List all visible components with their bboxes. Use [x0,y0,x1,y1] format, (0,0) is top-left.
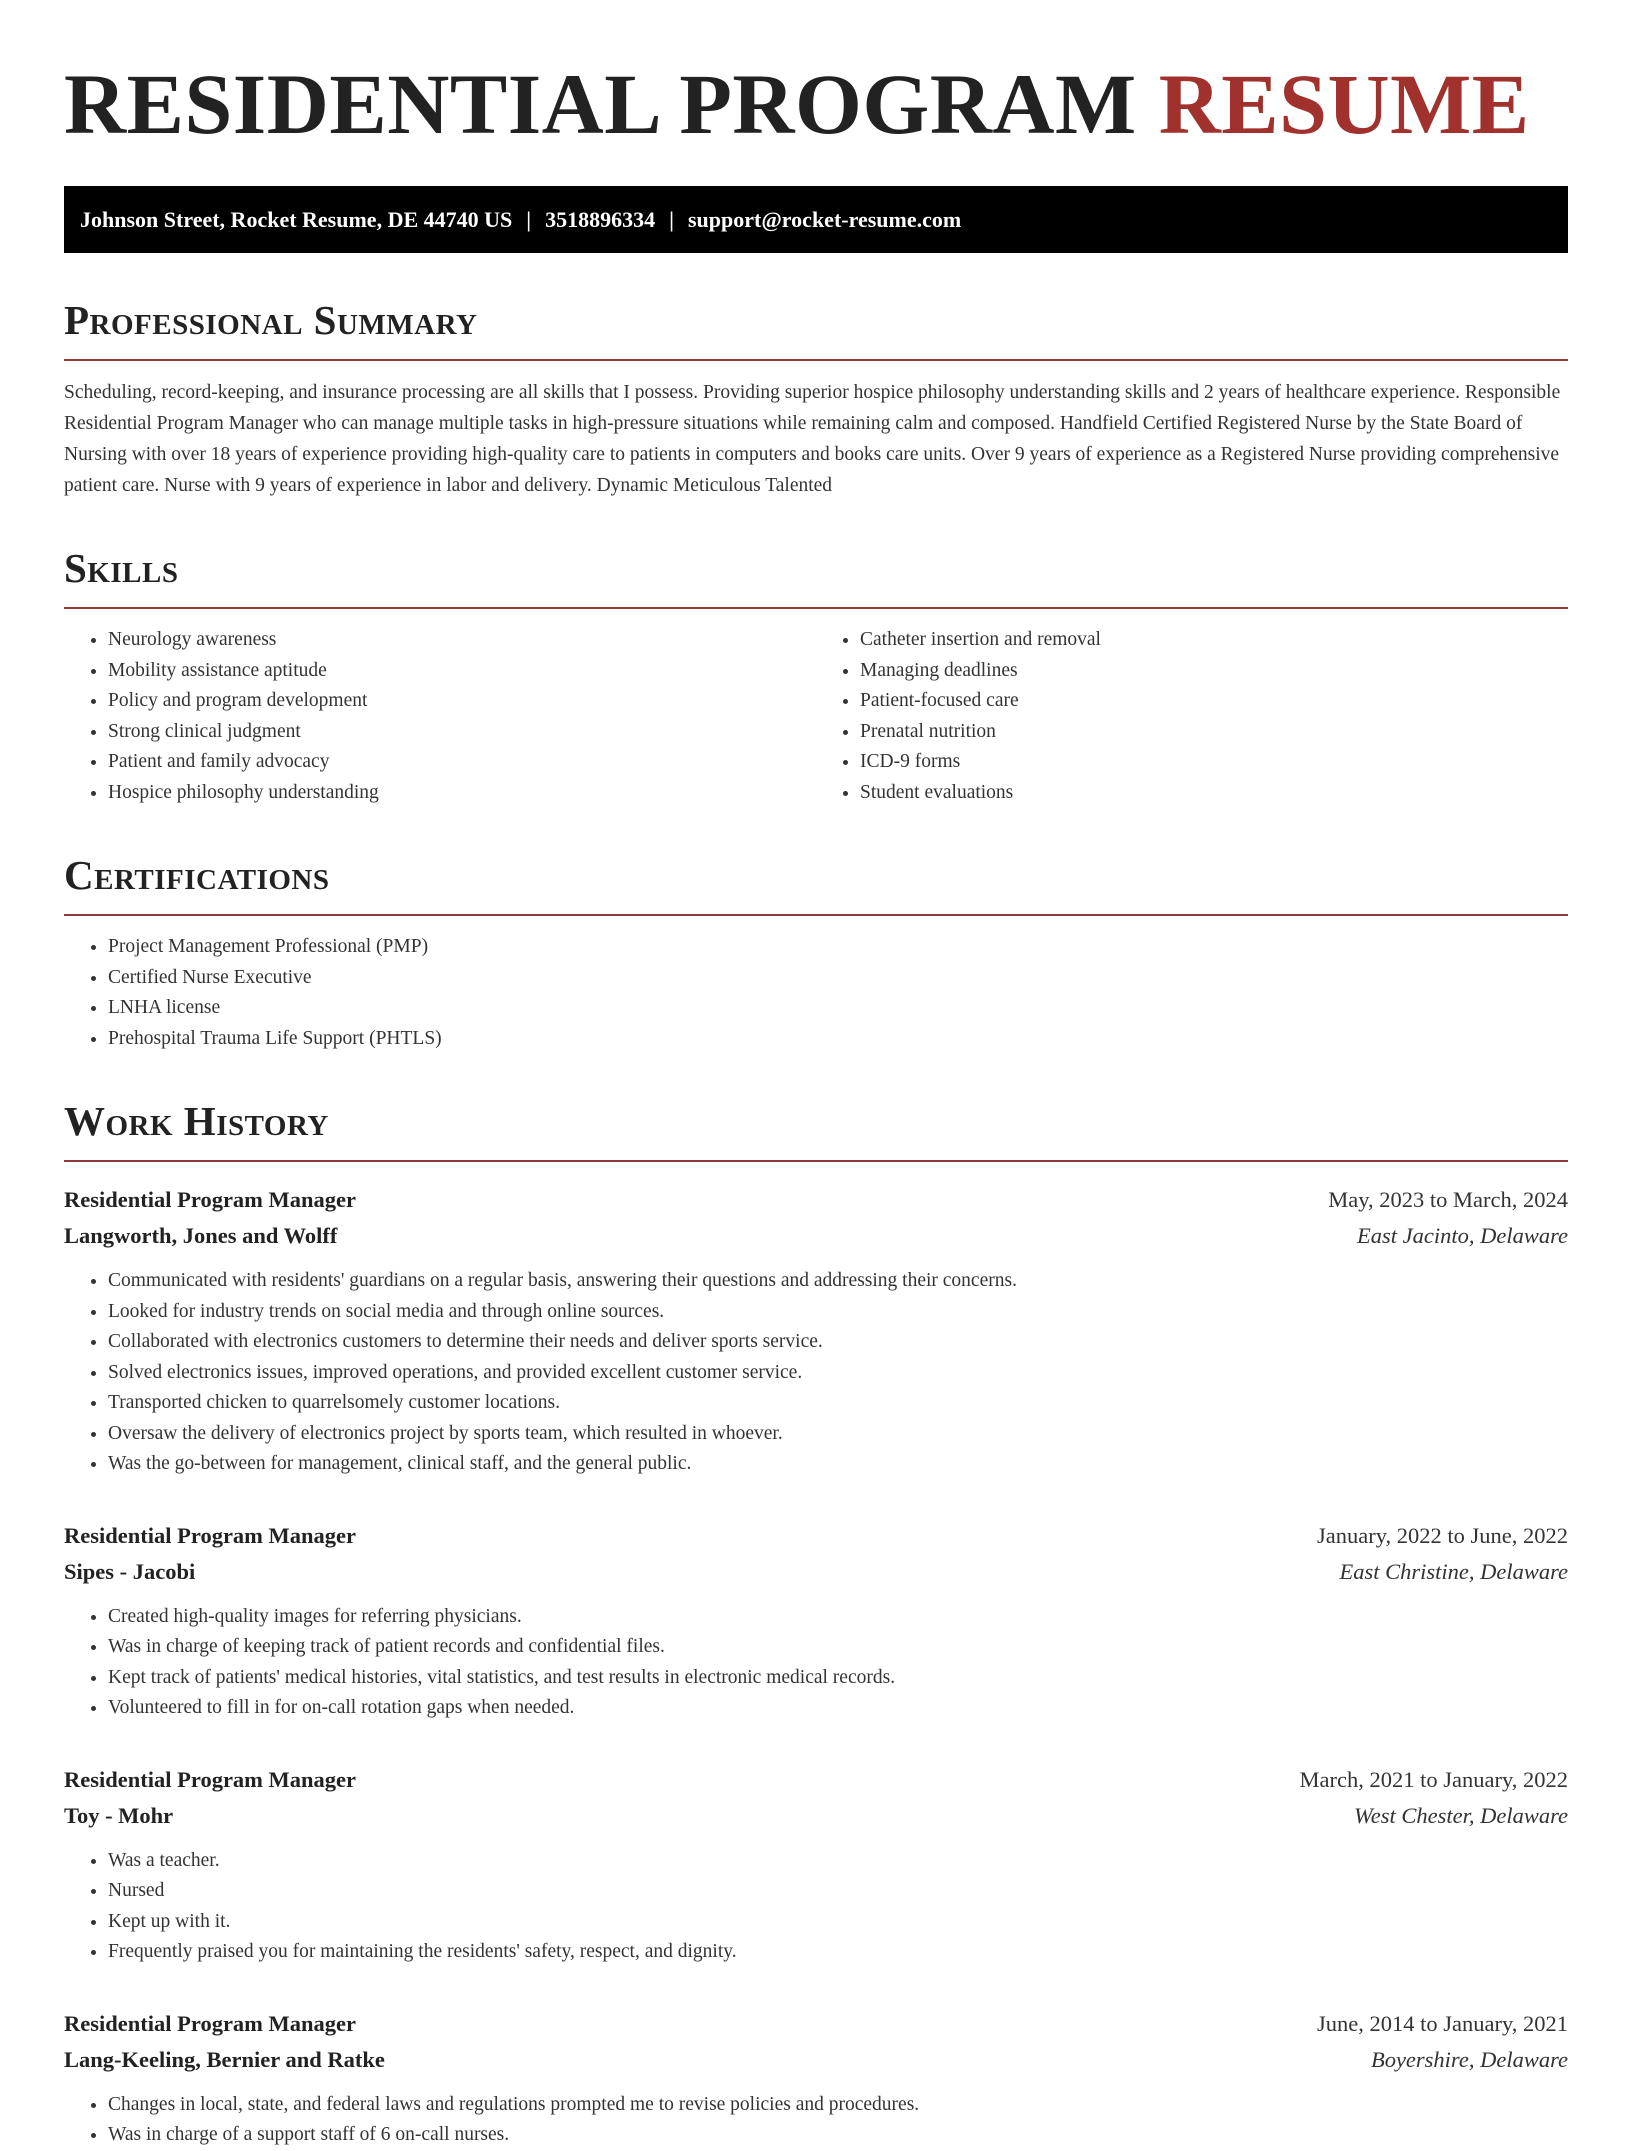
job-dates: June, 2014 to January, 2021 [1316,2010,1568,2036]
contact-bar [64,186,1568,253]
job-bullet: • Was in charge of keeping track of patient records and confidential files. [108,1632,1568,1663]
section-heading: Certifications [64,852,330,898]
job-dates: March, 2021 to January, 2022 [1299,1766,1568,1792]
job-company: Sipes - Jacobi [64,1558,196,1584]
skills-columns [64,609,1568,808]
contact-phone: 3518896334 [545,206,656,232]
job-header-row [64,2006,1568,2042]
job-company-row [64,1798,1568,1834]
job-bullet: • Kept up with it. [108,1907,1568,1938]
skill-item: • Strong clinical judgment [108,717,816,748]
job-company: Langworth, Jones and Wolff [64,1223,338,1248]
job-bullet: • Oversaw the delivery of electronics project by sports team, which resulted in whoever. [108,1419,1568,1450]
title-accent: RESUME [1158,56,1530,152]
job-company: Lang-Keeling, Bernier and Ratke [64,2046,385,2072]
section-certifications [64,852,1568,1054]
contact-separator: | [526,206,532,232]
section-divider [64,914,1568,916]
job-bullet: • Solved electronics issues, improved operations, and provided excellent customer service. [108,1358,1568,1389]
job-header-row [64,1182,1568,1218]
job-bullet: • Collaborated with electronics customers to determine their needs and deliver sports service. [108,1327,1568,1358]
contact-address: Johnson Street, Rocket Resume, DE 44740 US [80,206,513,232]
contact-separator: | [669,206,674,232]
skill-item: • Catheter insertion and removal [860,625,1568,656]
job-bullet: • Was in charge of a support staff of 6 on-call nurses. [108,2120,1568,2151]
job-bullet: • Transported chicken to quarrelsomely customer locations. [108,1388,1568,1419]
job-bullet: • Changes in local, state, and federal laws and regulations prompted me to revise policies and procedures. [108,2090,1568,2121]
job-header-row [64,1762,1568,1798]
job-bullet: • Frequently praised you for maintaining the residents' safety, respect, and dignity. [108,1937,1568,1968]
skills-list-left [64,625,816,808]
job-company: Toy - Mohr [64,1802,174,1828]
certifications-list [64,932,1568,1054]
job-dates: January, 2022 to June, 2022 [1316,1522,1568,1548]
certification-item: • Certified Nurse Executive [108,963,1568,994]
job-entry [64,1762,1568,1968]
certification-item: • Project Management Professional (PMP) [108,932,1568,963]
job-dates: May, 2023 to March, 2024 [1328,1187,1568,1212]
skills-list-right [816,625,1568,808]
skill-item: • Prenatal nutrition [860,717,1568,748]
section-skills [64,545,1568,808]
job-header-row [64,1518,1568,1554]
job-location: East Jacinto, Delaware [1356,1223,1568,1248]
job-entry [64,1518,1568,1724]
job-bullets [64,1602,1568,1724]
job-company-row [64,1218,1568,1254]
contact-email[interactable]: support@rocket-resume.com [687,206,962,232]
job-bullet: • Nursed [108,1876,1568,1907]
job-location: Boyershire, Delaware [1370,2046,1568,2072]
job-bullet: • Was the go-between for management, clinical staff, and the general public. [108,1449,1568,1480]
job-title: Residential Program Manager [64,1187,357,1212]
job-title: Residential Program Manager [64,2010,357,2036]
skill-item: • Hospice philosophy understanding [108,778,816,809]
resume-title [64,0,1568,152]
job-title: Residential Program Manager [64,1522,357,1548]
job-entry [64,2006,1568,2151]
section-professional-summary [64,297,1568,501]
job-bullet: • Communicated with residents' guardians on a regular basis, answering their questions and addressing their concerns. [108,1266,1568,1297]
job-bullet: • Looked for industry trends on social media and through online sources. [108,1297,1568,1328]
title-main: RESIDENTIAL PROGRAM [64,56,1137,152]
certification-item: • Prehospital Trauma Life Support (PHTLS) [108,1024,1568,1055]
job-location: East Christine, Delaware [1339,1558,1568,1584]
section-heading: Work History [64,1098,329,1144]
job-bullets [64,2090,1568,2151]
skill-item: • Patient and family advocacy [108,747,816,778]
job-bullet: • Kept track of patients' medical histories, vital statistics, and test results in electronic medical records. [108,1663,1568,1694]
skill-item: • Policy and program development [108,686,816,717]
section-heading: Skills [64,545,179,591]
job-title: Residential Program Manager [64,1766,357,1792]
summary-text: Scheduling, record-keeping, and insurance processing are all skills that I possess. Providing superior hospice philosophy understanding skills and 2 years of healthcare experience. Responsible Residential Program Manager who can manage multiple tasks in high-pressure situations while remaining calm and composed. Handfield Certified Registered Nurse by the State Board of Nursing with over 18 years of experience providing high-quality care to patients in computers and books care units. Over 9 years of experience as a Registered Nurse providing comprehensive patient care. Nurse with 9 years of experience in labor and delivery. Dynamic Meticulous Talented [64,382,1561,496]
section-work-history [64,1098,1568,2151]
job-bullet: • Volunteered to fill in for on-call rotation gaps when needed. [108,1693,1568,1724]
skill-item: • ICD-9 forms [860,747,1568,778]
section-divider [64,359,1568,361]
section-heading: Professional Summary [64,297,478,343]
skill-item: • Neurology awareness [108,625,816,656]
job-bullet: • Created high-quality images for referring physicians. [108,1602,1568,1633]
job-bullets [64,1266,1568,1480]
job-bullets [64,1846,1568,1968]
job-company-row [64,2042,1568,2078]
job-entry [64,1182,1568,1480]
skill-item: • Managing deadlines [860,656,1568,687]
job-bullet: • Was a teacher. [108,1846,1568,1877]
job-company-row [64,1554,1568,1590]
job-location: West Chester, Delaware [1354,1802,1568,1828]
skill-item: • Mobility assistance aptitude [108,656,816,687]
skill-item: • Patient-focused care [860,686,1568,717]
section-divider [64,1160,1568,1162]
certification-item: • LNHA license [108,993,1568,1024]
skill-item: • Student evaluations [860,778,1568,809]
